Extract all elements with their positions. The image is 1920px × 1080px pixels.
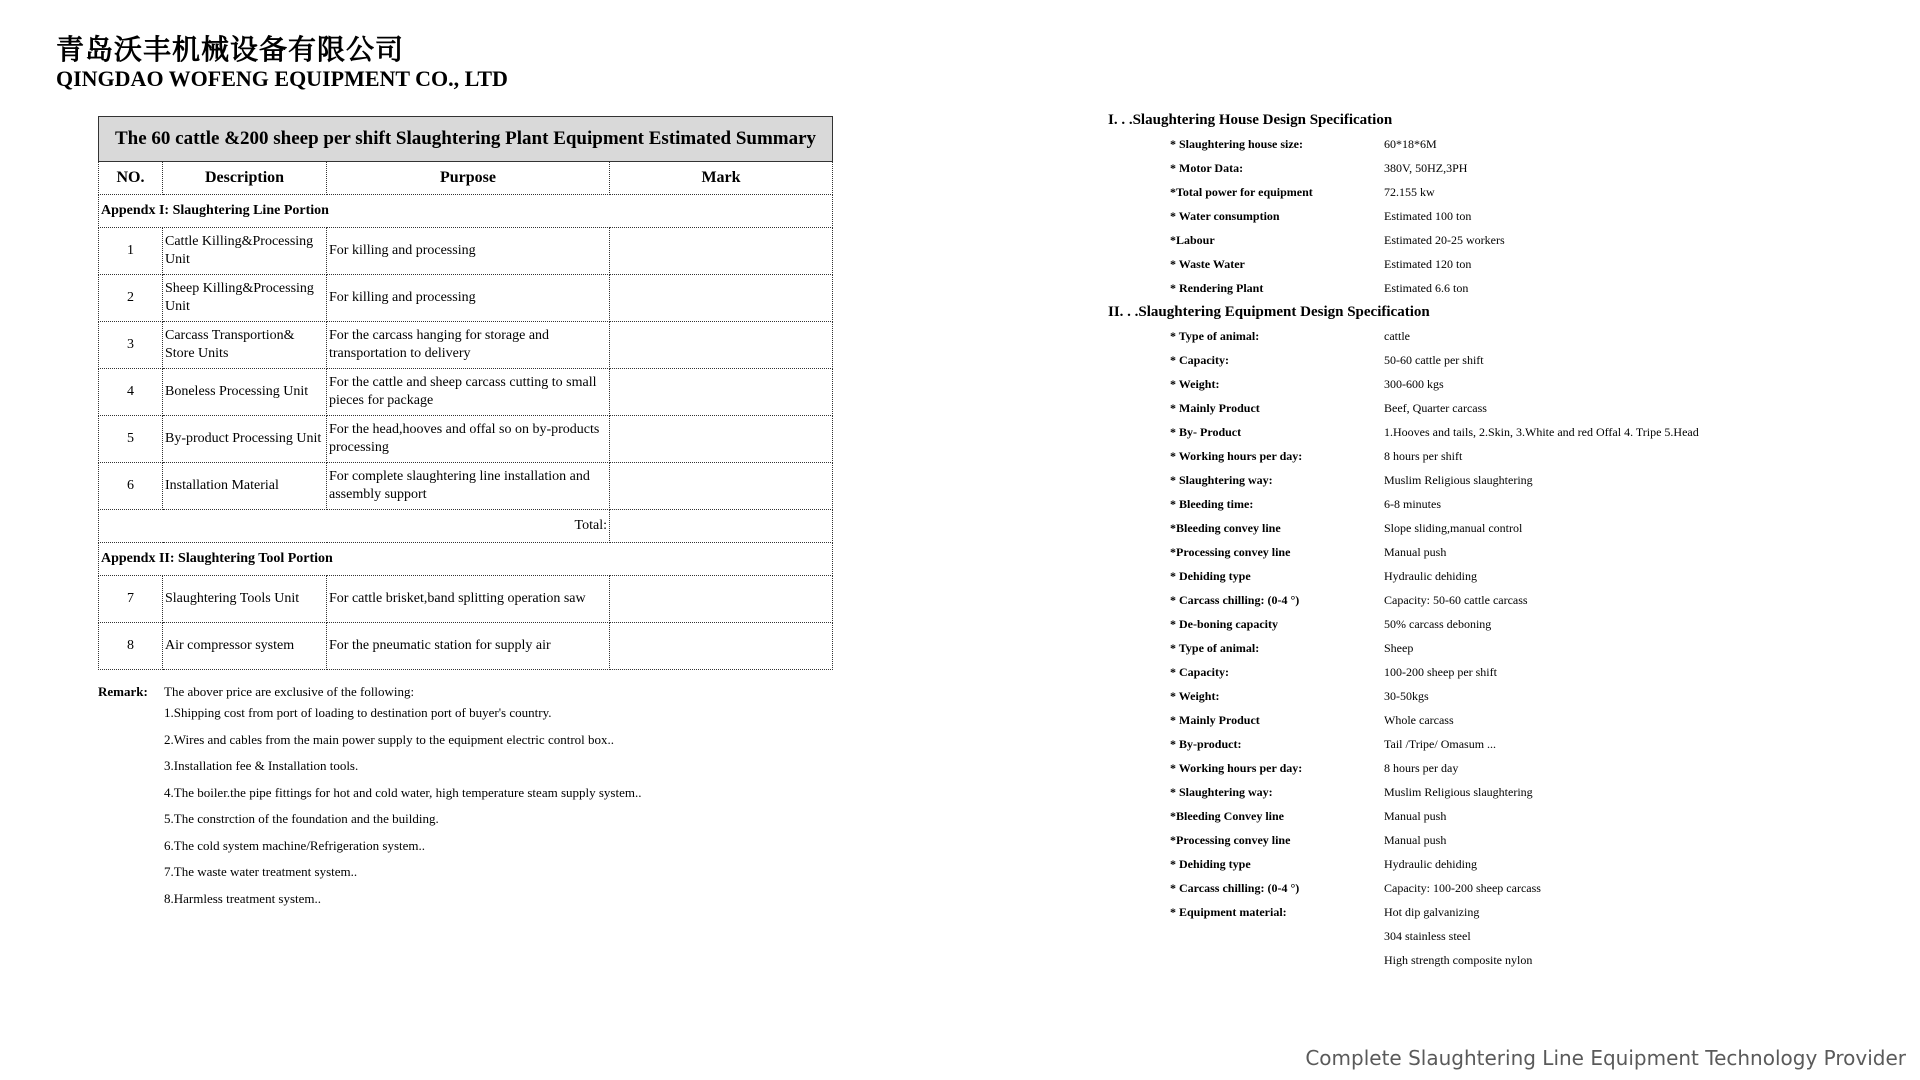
table-title: The 60 cattle &200 sheep per shift Slaughtering Plant Equipment Estimated Summary — [99, 117, 833, 162]
row-number: 8 — [99, 623, 163, 670]
spec-value: Estimated 6.6 ton — [1384, 281, 1469, 295]
section-heading-tool-portion: Appendx II: Slaughtering Tool Portion — [99, 543, 833, 576]
row-mark — [610, 275, 833, 322]
row-purpose: For killing and processing — [327, 228, 610, 275]
spec-label: * Dehiding type — [1170, 569, 1251, 583]
remark-item: 3.Installation fee & Installation tools. — [164, 758, 359, 773]
remarks-block — [98, 684, 878, 912]
section-heading-line-portion: Appendx I: Slaughtering Line Portion — [99, 195, 833, 228]
spec-value: 30-50kgs — [1384, 689, 1429, 703]
row-purpose: For killing and processing — [327, 275, 610, 322]
spec-value: Hot dip galvanizing — [1384, 905, 1480, 919]
spec-label: *Total power for equipment — [1170, 185, 1313, 199]
row-description: Carcass Transportion& Store Units — [163, 322, 327, 369]
row-mark — [610, 228, 833, 275]
house-spec-list — [1108, 132, 1908, 300]
spec-row — [1108, 564, 1908, 588]
row-description: By-product Processing Unit — [163, 416, 327, 463]
spec-label: *Labour — [1170, 233, 1215, 247]
row-purpose: For the head,hooves and offal so on by-products processing — [327, 416, 610, 463]
table-row — [99, 416, 833, 463]
spec-value: 8 hours per shift — [1384, 449, 1463, 463]
spec-label: * Slaughtering way: — [1170, 785, 1273, 799]
remark-item: 8.Harmless treatment system.. — [164, 890, 322, 906]
spec-label: * Bleeding time: — [1170, 497, 1254, 511]
row-mark — [610, 463, 833, 510]
row-mark — [610, 369, 833, 416]
spec-label: * Type of animal: — [1170, 641, 1260, 655]
design-specifications — [1108, 108, 1908, 972]
spec-value: Beef, Quarter carcass — [1384, 401, 1487, 415]
spec-row — [1108, 156, 1908, 180]
spec-row — [1108, 444, 1908, 468]
spec-label: * Water consumption — [1170, 209, 1280, 223]
spec-label: * Weight: — [1170, 377, 1220, 391]
row-purpose: For complete slaughtering line installation and assembly support — [327, 463, 610, 510]
spec-label: * Rendering Plant — [1170, 281, 1264, 295]
row-purpose: For the pneumatic station for supply air — [327, 623, 610, 670]
row-purpose: For the cattle and sheep carcass cutting to small pieces for package — [327, 369, 610, 416]
spec-value: Tail /Tripe/ Omasum ... — [1384, 737, 1497, 751]
table-row — [99, 576, 833, 623]
total-value — [610, 510, 833, 543]
spec-value: cattle — [1384, 329, 1410, 343]
row-mark — [610, 416, 833, 463]
spec-value: 1.Hooves and tails, 2.Skin, 3.White and red Offal 4. Tripe 5.Head — [1384, 425, 1699, 439]
spec-value: Whole carcass — [1384, 713, 1454, 727]
spec-value: 50% carcass deboning — [1384, 617, 1492, 631]
spec-value: Estimated 120 ton — [1384, 257, 1472, 271]
spec-row — [1108, 252, 1908, 276]
row-number: 4 — [99, 369, 163, 416]
row-number: 1 — [99, 228, 163, 275]
spec-row — [1108, 708, 1908, 732]
table-row — [99, 322, 833, 369]
row-description: Boneless Processing Unit — [163, 369, 327, 416]
spec-value: Manual push — [1384, 545, 1447, 559]
spec-row — [1108, 276, 1908, 300]
company-name-chinese: 青岛沃丰机械设备有限公司 — [56, 33, 405, 66]
column-header-purpose: Purpose — [327, 162, 610, 195]
spec-value: 100-200 sheep per shift — [1384, 665, 1497, 679]
spec-label: * Carcass chilling: (0-4 °) — [1170, 881, 1300, 895]
spec-label: * Motor Data: — [1170, 161, 1244, 175]
spec-row — [1108, 372, 1908, 396]
spec-label: * Weight: — [1170, 689, 1220, 703]
spec-row — [1108, 756, 1908, 780]
row-description: Air compressor system — [163, 623, 327, 670]
remark-item: 4.The boiler.the pipe fittings for hot and cold water, high temperature steam supply system.. — [164, 784, 642, 800]
spec-label: * Capacity: — [1170, 665, 1229, 679]
spec-value: 8 hours per day — [1384, 761, 1459, 775]
line-portion-rows — [99, 228, 833, 510]
remark-item: 6.The cold system machine/Refrigeration system.. — [164, 837, 426, 853]
remark-item: 7.The waste water treatment system.. — [164, 864, 358, 879]
column-header-no: NO. — [99, 162, 163, 195]
table-header-row — [99, 162, 833, 195]
total-row — [99, 510, 833, 543]
remark-label: Remark: — [98, 684, 148, 699]
spec-row — [1108, 828, 1908, 852]
spec-label: * Mainly Product — [1170, 401, 1260, 415]
spec-label: * Working hours per day: — [1170, 761, 1303, 775]
spec-value: Manual push — [1384, 809, 1447, 823]
spec-label: * By- Product — [1170, 425, 1242, 439]
spec-row — [1108, 588, 1908, 612]
spec-label: * Waste Water — [1170, 257, 1245, 271]
spec-value: Hydraulic dehiding — [1384, 857, 1477, 871]
row-mark — [610, 322, 833, 369]
spec-row — [1108, 732, 1908, 756]
spec-row — [1108, 636, 1908, 660]
spec-label — [1108, 948, 1384, 972]
spec-label — [1108, 924, 1384, 948]
row-description: Cattle Killing&Processing Unit — [163, 228, 327, 275]
spec-value: 60*18*6M — [1384, 137, 1437, 151]
spec-label: * Slaughtering way: — [1170, 473, 1273, 487]
spec-row — [1108, 492, 1908, 516]
spec-row — [1108, 132, 1908, 156]
spec-label: * Mainly Product — [1170, 713, 1260, 727]
spec-label: *Bleeding Convey line — [1170, 809, 1285, 823]
spec-row — [1108, 540, 1908, 564]
spec-label: * Capacity: — [1170, 353, 1229, 367]
table-row — [99, 463, 833, 510]
spec-value: 50-60 cattle per shift — [1384, 353, 1484, 367]
column-header-mark: Mark — [610, 162, 833, 195]
spec-value: 72.155 kw — [1384, 185, 1435, 199]
spec-value: Sheep — [1384, 641, 1414, 655]
row-purpose: For cattle brisket,band splitting operation saw — [327, 576, 610, 623]
spec-heading-house: I. . .Slaughtering House Design Specification — [1108, 112, 1393, 128]
spec-row — [1108, 684, 1908, 708]
row-number: 2 — [99, 275, 163, 322]
row-mark — [610, 576, 833, 623]
spec-label: *Processing convey line — [1170, 545, 1291, 559]
spec-label: * By-product: — [1170, 737, 1242, 751]
spec-row — [1108, 948, 1908, 972]
table-row — [99, 369, 833, 416]
spec-value: Capacity: 100-200 sheep carcass — [1384, 881, 1541, 895]
equipment-summary-table — [98, 116, 833, 670]
remark-intro: The abover price are exclusive of the following: — [164, 684, 415, 699]
spec-row — [1108, 420, 1908, 444]
table-row — [99, 228, 833, 275]
remark-item: 2.Wires and cables from the main power supply to the equipment electric control box.. — [164, 731, 615, 747]
spec-value: Capacity: 50-60 cattle carcass — [1384, 593, 1528, 607]
spec-value: Muslim Religious slaughtering — [1384, 473, 1533, 487]
spec-row — [1108, 900, 1908, 924]
spec-value: 300-600 kgs — [1384, 377, 1444, 391]
spec-row — [1108, 324, 1908, 348]
spec-row — [1108, 852, 1908, 876]
total-label: Total: — [99, 510, 610, 543]
row-number: 3 — [99, 322, 163, 369]
table-row — [99, 275, 833, 322]
spec-label: * Carcass chilling: (0-4 °) — [1170, 593, 1300, 607]
row-description: Slaughtering Tools Unit — [163, 576, 327, 623]
spec-label: * Slaughtering house size: — [1170, 137, 1304, 151]
spec-value: 6-8 minutes — [1384, 497, 1441, 511]
spec-value: Manual push — [1384, 833, 1447, 847]
spec-value: Muslim Religious slaughtering — [1384, 785, 1533, 799]
spec-heading-equipment: II. . .Slaughtering Equipment Design Specification — [1108, 304, 1430, 320]
spec-row — [1108, 660, 1908, 684]
spec-value: Estimated 20-25 workers — [1384, 233, 1505, 247]
spec-label: *Bleeding convey line — [1170, 521, 1281, 535]
row-mark — [610, 623, 833, 670]
spec-row — [1108, 204, 1908, 228]
spec-label: * Working hours per day: — [1170, 449, 1303, 463]
row-purpose: For the carcass hanging for storage and transportation to delivery — [327, 322, 610, 369]
remark-list — [98, 700, 878, 912]
spec-row — [1108, 180, 1908, 204]
spec-row — [1108, 780, 1908, 804]
spec-row — [1108, 396, 1908, 420]
spec-value: Hydraulic dehiding — [1384, 569, 1477, 583]
row-description: Installation Material — [163, 463, 327, 510]
spec-row — [1108, 468, 1908, 492]
spec-value: Estimated 100 ton — [1384, 209, 1472, 223]
spec-row — [1108, 612, 1908, 636]
spec-value: 304 stainless steel — [1384, 929, 1471, 943]
row-number: 5 — [99, 416, 163, 463]
company-name-english: QINGDAO WOFENG EQUIPMENT CO., LTD — [56, 66, 508, 91]
row-description: Sheep Killing&Processing Unit — [163, 275, 327, 322]
equipment-spec-list — [1108, 324, 1908, 972]
spec-row — [1108, 228, 1908, 252]
row-number: 6 — [99, 463, 163, 510]
remark-item: 1.Shipping cost from port of loading to destination port of buyer's country. — [164, 705, 552, 720]
table-row — [99, 623, 833, 670]
spec-row — [1108, 516, 1908, 540]
spec-row — [1108, 348, 1908, 372]
spec-row — [1108, 804, 1908, 828]
spec-label: * Dehiding type — [1170, 857, 1251, 871]
column-header-description: Description — [163, 162, 327, 195]
remark-item: 5.The constrction of the foundation and the building. — [164, 811, 439, 826]
spec-value: High strength composite nylon — [1384, 953, 1533, 967]
row-number: 7 — [99, 576, 163, 623]
spec-label: * Type of animal: — [1170, 329, 1260, 343]
tool-portion-rows — [99, 576, 833, 670]
spec-row — [1108, 876, 1908, 900]
spec-value: Slope sliding,manual control — [1384, 521, 1523, 535]
footer-tagline: Complete Slaughtering Line Equipment Technology Provider — [1305, 1046, 1906, 1070]
spec-row — [1108, 924, 1908, 948]
spec-value: 380V, 50HZ,3PH — [1384, 161, 1468, 175]
spec-label: *Processing convey line — [1170, 833, 1291, 847]
spec-label: * Equipment material: — [1170, 905, 1287, 919]
spec-label: * De-boning capacity — [1170, 617, 1278, 631]
